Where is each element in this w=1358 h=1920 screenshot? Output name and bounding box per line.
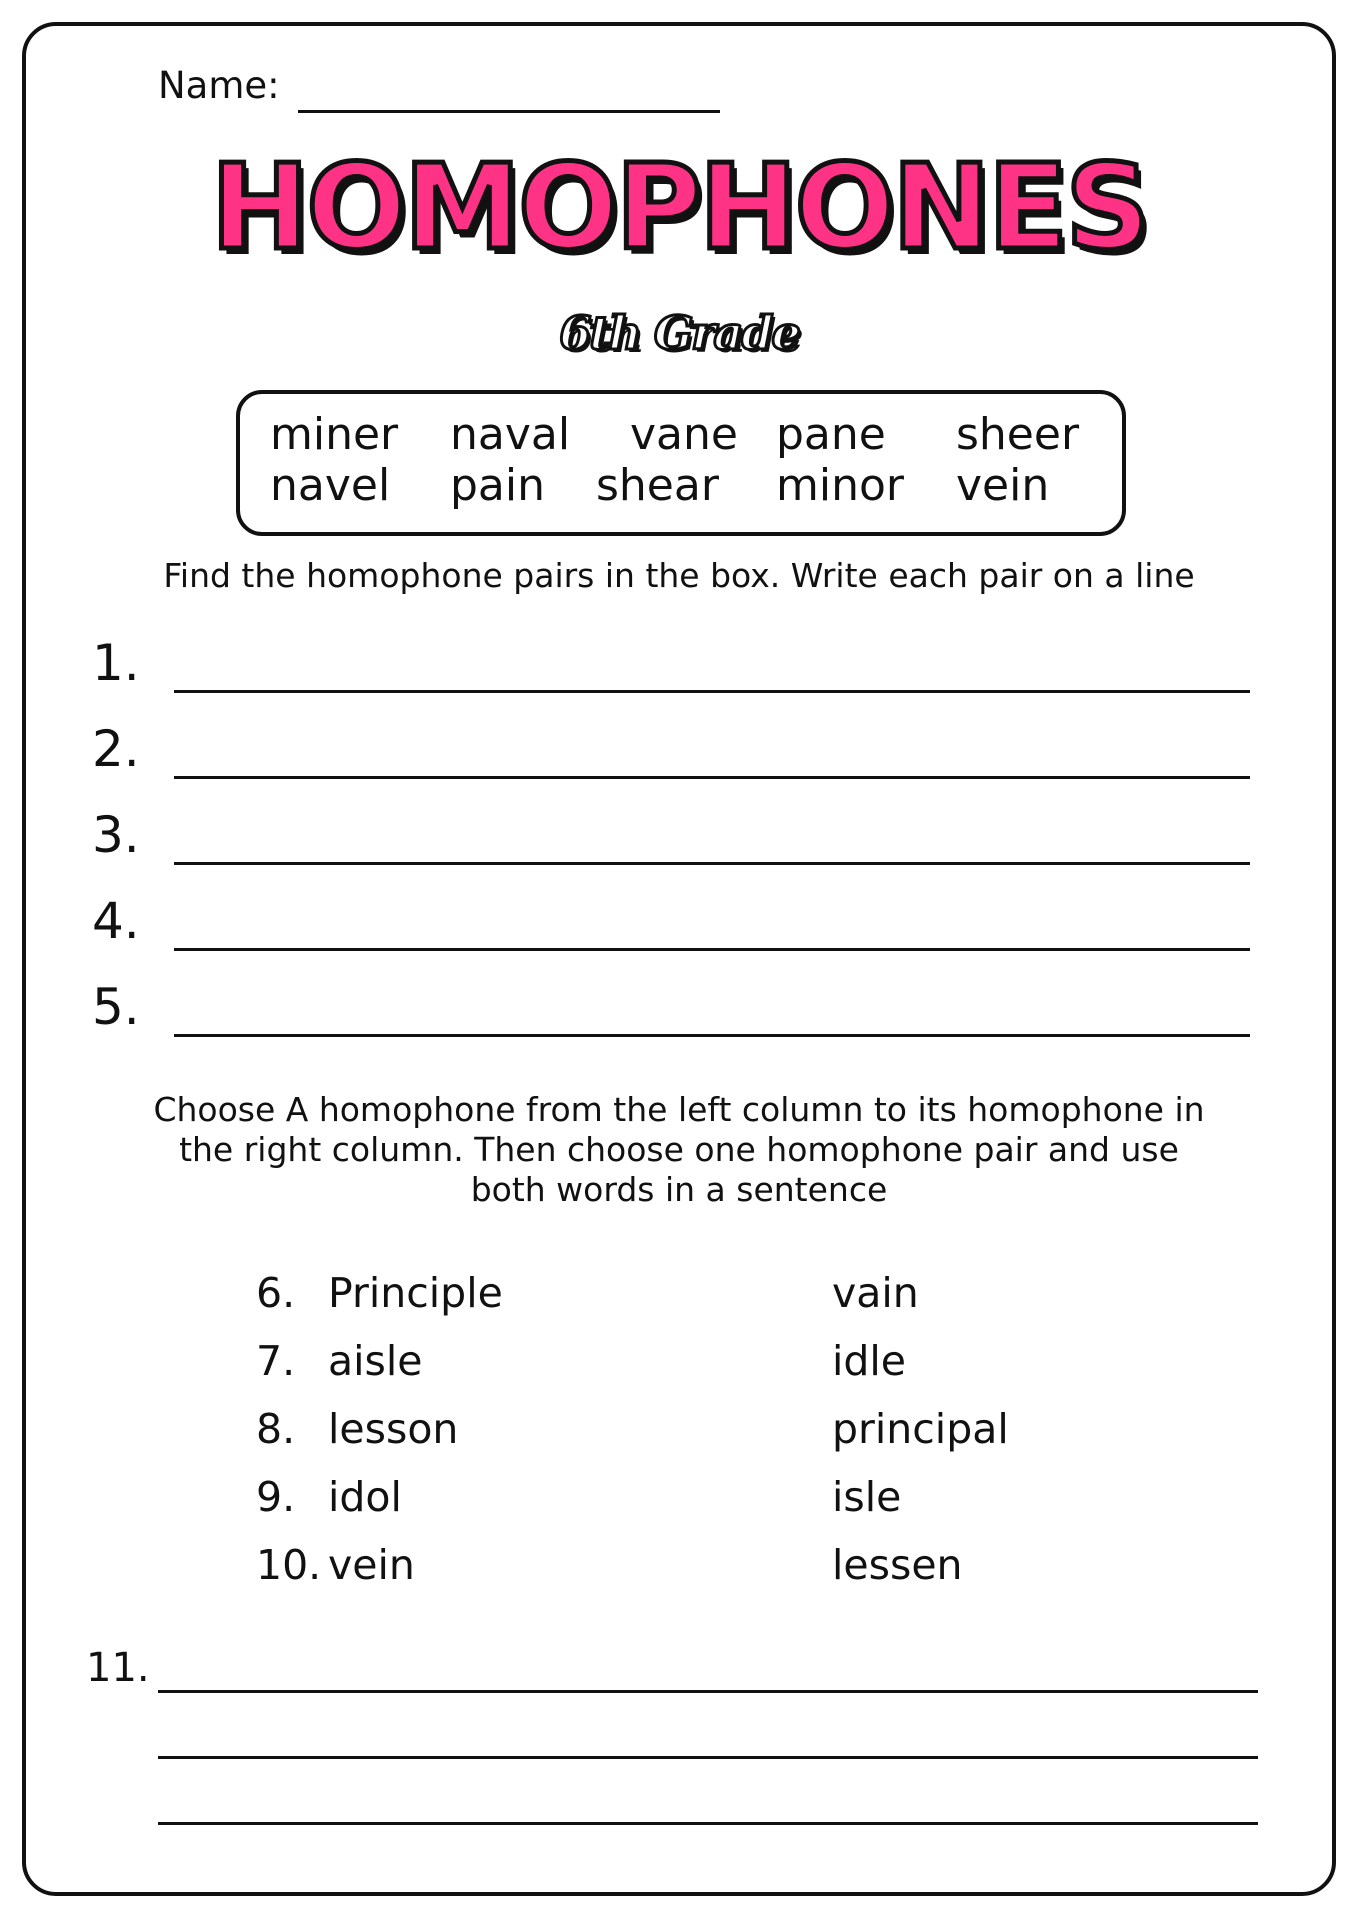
word-bank-word: minor	[776, 460, 904, 511]
match-number: 6.	[256, 1269, 296, 1317]
word-bank-word: shear	[596, 460, 719, 511]
word-bank-word: miner	[270, 409, 399, 460]
sentence-number: 11.	[86, 1645, 150, 1691]
match-number: 10.	[256, 1541, 322, 1589]
instruction-match-line: Choose A homophone from the left column to its homophone in	[153, 1090, 1205, 1129]
worksheet-title: HOMOPHONES	[210, 138, 1148, 276]
word-bank-word: pane	[776, 409, 886, 460]
word-bank-word: navel	[270, 460, 391, 511]
answer-line[interactable]	[174, 948, 1250, 951]
match-number: 8.	[256, 1405, 296, 1453]
match-right-word: idle	[832, 1337, 907, 1385]
sentence-line[interactable]	[158, 1822, 1258, 1825]
word-bank-word: pain	[450, 460, 546, 511]
sentence-line[interactable]	[158, 1756, 1258, 1759]
instruction-match-line: both words in a sentence	[470, 1170, 888, 1209]
answer-number: 2.	[92, 720, 140, 778]
answer-number: 5.	[92, 978, 140, 1036]
answer-number: 4.	[92, 892, 140, 950]
match-left-word: idol	[328, 1473, 402, 1521]
answer-number: 1.	[92, 634, 140, 692]
match-left-word: aisle	[328, 1337, 423, 1385]
match-left-word: vein	[328, 1541, 415, 1589]
match-left-word: Principle	[328, 1269, 503, 1317]
grade-subtitle: 6th Grade	[559, 306, 799, 360]
word-bank-word: vein	[956, 460, 1050, 511]
instruction-pairs: Find the homophone pairs in the box. Write each pair on a line	[163, 556, 1195, 595]
instruction-match-line: the right column. Then choose one homophone pair and use	[179, 1130, 1179, 1169]
match-right-word: vain	[832, 1269, 919, 1317]
answer-line[interactable]	[174, 862, 1250, 865]
answer-line[interactable]	[174, 776, 1250, 779]
name-field-line[interactable]	[298, 110, 720, 113]
match-number: 7.	[256, 1337, 296, 1385]
match-right-word: principal	[832, 1405, 1009, 1453]
word-bank-word: naval	[450, 409, 571, 460]
word-bank-word: vane	[630, 409, 738, 460]
match-right-word: isle	[832, 1473, 902, 1521]
word-bank-word: sheer	[956, 409, 1080, 460]
page-border	[22, 22, 1336, 1896]
answer-line[interactable]	[174, 690, 1250, 693]
match-number: 9.	[256, 1473, 296, 1521]
sentence-line[interactable]	[158, 1690, 1258, 1693]
match-left-word: lesson	[328, 1405, 459, 1453]
answer-line[interactable]	[174, 1034, 1250, 1037]
name-label: Name:	[158, 64, 280, 107]
match-right-word: lessen	[832, 1541, 963, 1589]
answer-number: 3.	[92, 806, 140, 864]
